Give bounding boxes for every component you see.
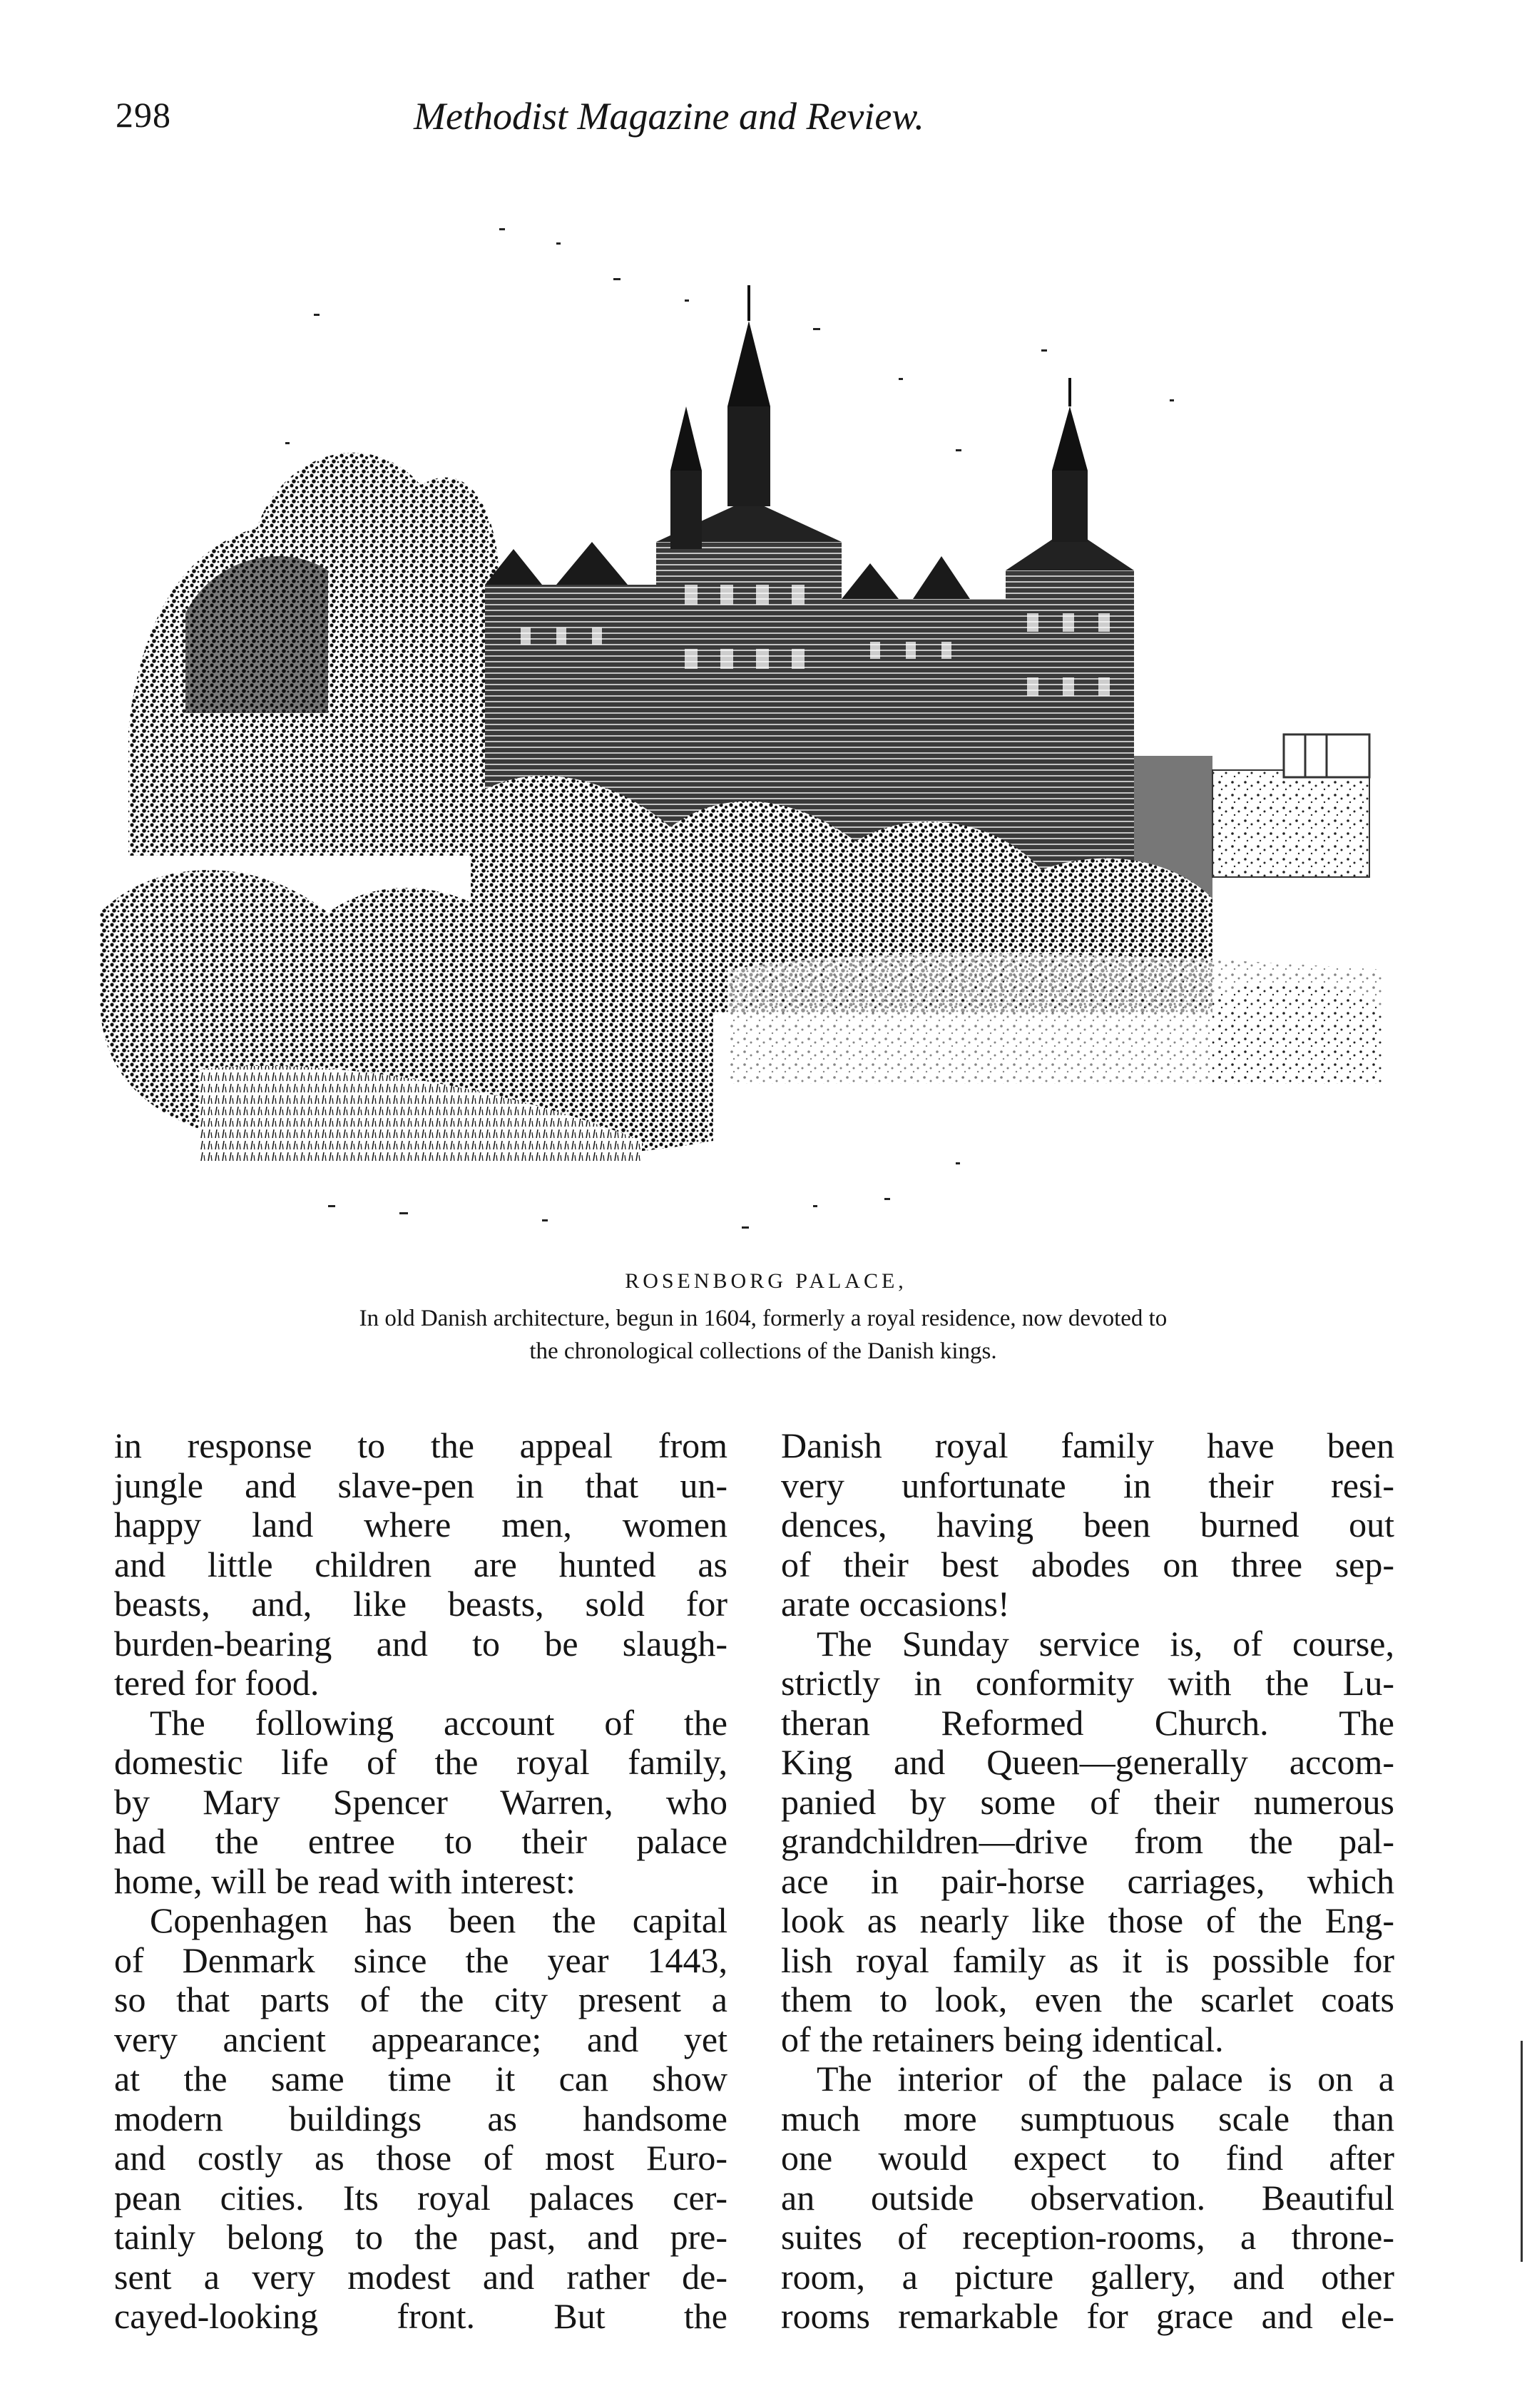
text-line: look as nearly like those of the Eng- xyxy=(781,1900,1394,1940)
text-line: The Sunday service is, of course, xyxy=(817,1623,1394,1664)
text-line: burden-bearing and to be slaugh- xyxy=(114,1623,727,1664)
text-line: so that parts of the city present a xyxy=(114,1979,727,2019)
text-line: The following account of the xyxy=(150,1702,727,1743)
text-line: sent a very modest and rather de- xyxy=(114,2256,727,2297)
text-line: home, will be read with interest: xyxy=(114,1860,576,1901)
text-line: The interior of the palace is on a xyxy=(817,2059,1394,2099)
text-line: at the same time it can show xyxy=(114,2059,727,2099)
text-line: pean cities. Its royal palaces cer- xyxy=(114,2177,727,2218)
caption-line: In old Danish architecture, begun in 1604, formerly a royal residence, now devoted to xyxy=(359,1306,1168,1331)
text-line: happy land where men, women xyxy=(114,1505,727,1544)
text-line: theran Reformed Church. The xyxy=(781,1702,1394,1743)
text-line: modern buildings as handsome xyxy=(114,2098,727,2138)
text-line: and little children are hunted as xyxy=(114,1544,727,1584)
text-line: one would expect to find after xyxy=(781,2138,1394,2178)
text-line: rooms remarkable for grace and ele- xyxy=(781,2296,1394,2336)
running-title: Methodist Magazine and Review. xyxy=(414,95,924,138)
text-line: them to look, even the scarlet coats xyxy=(781,1979,1394,2019)
margin-rule xyxy=(1521,2041,1523,2262)
text-line: arate occasions! xyxy=(781,1584,1010,1624)
palace-illustration xyxy=(100,214,1398,1262)
text-line: by Mary Spencer Warren, who xyxy=(114,1781,727,1822)
caption-line: the chronological collections of the Danish kings. xyxy=(529,1338,997,1364)
text-line: room, a picture gallery, and other xyxy=(781,2256,1394,2297)
text-line: jungle and slave-pen in that un- xyxy=(114,1465,727,1505)
text-line: of Denmark since the year 1443, xyxy=(114,1940,727,1980)
text-line: tainly belong to the past, and pre- xyxy=(114,2217,727,2257)
right-column xyxy=(781,1426,1394,2337)
text-line: tered for food. xyxy=(114,1663,320,1703)
text-line: an outside observation. Beautiful xyxy=(781,2177,1394,2218)
text-line: panied by some of their numerous xyxy=(781,1781,1394,1822)
text-line: Danish royal family have been xyxy=(781,1425,1394,1465)
text-line: strictly in conformity with the Lu- xyxy=(781,1663,1394,1703)
text-line: and costly as those of most Euro- xyxy=(114,2138,727,2178)
text-line: beasts, and, like beasts, sold for xyxy=(114,1584,727,1624)
text-line: had the entree to their palace xyxy=(114,1821,727,1861)
text-line: much more sumptuous scale than xyxy=(781,2098,1394,2138)
text-line: very ancient appearance; and yet xyxy=(114,2019,727,2059)
text-line: cayed-looking front. But the xyxy=(114,2296,727,2336)
caption-body xyxy=(164,1302,1362,1368)
text-line: grandchildren—drive from the pal- xyxy=(781,1821,1394,1861)
text-line: very unfortunate in their resi- xyxy=(781,1465,1394,1505)
text-line: domestic life of the royal family, xyxy=(114,1742,727,1782)
text-line: dences, having been burned out xyxy=(781,1505,1394,1544)
caption-title: ROSENBORG PALACE, xyxy=(625,1269,907,1293)
text-line: lish royal family as it is possible for xyxy=(781,1940,1394,1980)
text-line: of the retainers being identical. xyxy=(781,2019,1224,2059)
text-line: Copenhagen has been the capital xyxy=(150,1900,727,1940)
text-line: suites of reception-rooms, a throne- xyxy=(781,2217,1394,2257)
left-column xyxy=(114,1426,727,2337)
text-line: of their best abodes on three sep- xyxy=(781,1544,1394,1584)
text-line: King and Queen—generally accom- xyxy=(781,1742,1394,1782)
page-number: 298 xyxy=(116,95,171,135)
text-line: in response to the appeal from xyxy=(114,1425,727,1465)
text-line: ace in pair-horse carriages, which xyxy=(781,1860,1394,1901)
